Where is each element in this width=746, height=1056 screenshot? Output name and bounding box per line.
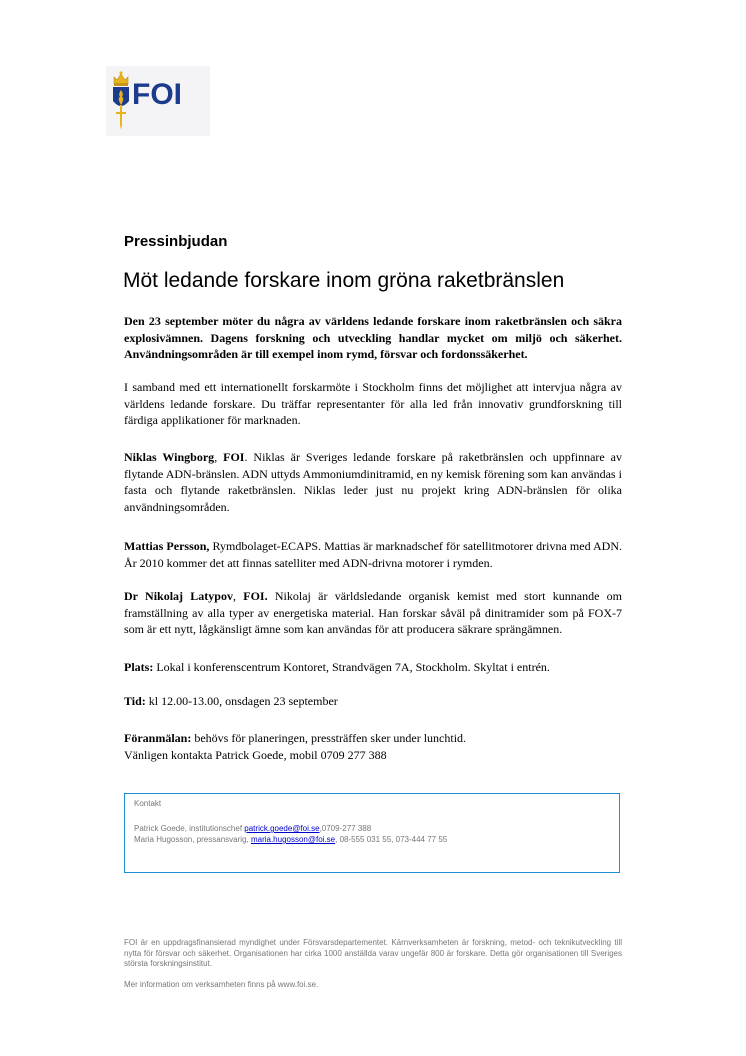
researcher-paragraph [124,449,622,515]
researcher-name: Dr Nikolaj Latypov [124,589,233,603]
contact-email-link[interactable]: maria.hugosson@foi.se [250,835,336,844]
researcher-name: Mattias Persson, [124,539,210,553]
foi-logo [106,66,210,136]
contact-person [134,824,371,833]
footer-more-info: Mer information om verksamheten finns på www.foi.se. [124,980,319,989]
page-title: Möt ledande forskare inom gröna raketbränslen [123,269,565,292]
registration-text: behövs för planeringen, pressträffen sker under lunchtid. [191,731,467,745]
logo-wordmark: FOI [132,78,182,111]
researcher-paragraph [124,538,622,571]
separator: , [232,589,244,603]
footer-about: FOI är en uppdragsfinansierad myndighet under Försvarsdepartementet. Kärnverksamheten är forskning, metod- och teknikutveckling till nytta för försvar och säkerhet. Organisationen har cirka 1000 anställda varav ungefär 800 är forskare. Detta gör organisationen till Sveriges största forskningsinstitut. [124,938,622,968]
contact-person-label: Maria Hugosson, pressansvarig, [134,835,251,844]
document-kicker: Pressinbjudan [124,233,228,250]
contact-email-link[interactable]: patrick.goede@foi.se [244,824,320,833]
researcher-name: Niklas Wingborg [124,450,215,464]
place-text: Lokal i konferenscentrum Kontoret, Strandvägen 7A, Stockholm. Skyltat i entrén. [153,660,550,674]
researcher-org: FOI. [243,589,268,603]
contact-person-label: Patrick Goede, institutionschef [134,824,245,833]
place-paragraph [124,659,622,676]
time-text: kl 12.00-13.00, onsdagen 23 september [145,694,338,708]
crown-sword-emblem-icon [110,68,132,134]
contact-person [134,835,447,844]
contact-person-phone: ,0709-277 388 [319,824,372,833]
time-paragraph [124,693,622,710]
time-label: Tid: [124,694,146,708]
intro-paragraph: I samband med ett internationellt forskarmöte i Stockholm finns det möjlighet att intervjua några av världens ledande forskare. Du träffar representanter för alla led från innovativ grundforskning till färdiga applikationer för marknaden. [124,380,622,427]
contact-person-phone: , 08-555 031 55, 073-444 77 55 [335,835,448,844]
registration-label: Föranmälan: [124,731,192,745]
researcher-description: Rymdbolaget-ECAPS. Mattias är marknadschef för satellitmotorer drivna med ADN. År 2010 kommer det att finnas satelliter med ADN-drivna motorer i rymden. [124,539,623,570]
registration-contact: Vänligen kontakta Patrick Goede, mobil 0709 277 388 [124,747,387,762]
contact-title: Kontakt [134,799,162,808]
contact-box [124,793,620,873]
registration-paragraph [124,730,622,763]
researcher-description: Nikolaj är världsledande organisk kemist med stort kunnande om framställning av alla typer av energetiska material. Han forskar såväl på dinitramider som på FOX-7 som är ett nytt, lågkänsligt ämne som kan användas för att producera säkrare sprängämnen. [124,589,623,636]
lead-paragraph: Den 23 september möter du några av världens ledande forskare inom raketbränslen och säkra explosivämnen. Dagens forskning och utveckling handlar mycket om miljö och säkerhet. Användningsområden är till exempel inom rymd, försvar och fordonssäkerhet. [124,314,622,361]
researcher-paragraph [124,588,622,638]
separator: , [214,450,224,464]
researcher-description: . Niklas är Sveriges ledande forskare på raketbränslen och uppfinnare av flytande ADN-bränslen. ADN uttyds Ammoniumdinitramid, en ny kemisk förening som kan användas i fasta och flytande raketbränslen. Niklas leder just nu projekt kring ADN-bränslen för olika användningsområden. [124,450,622,514]
researcher-org: FOI [223,450,245,464]
place-label: Plats: [124,660,154,674]
